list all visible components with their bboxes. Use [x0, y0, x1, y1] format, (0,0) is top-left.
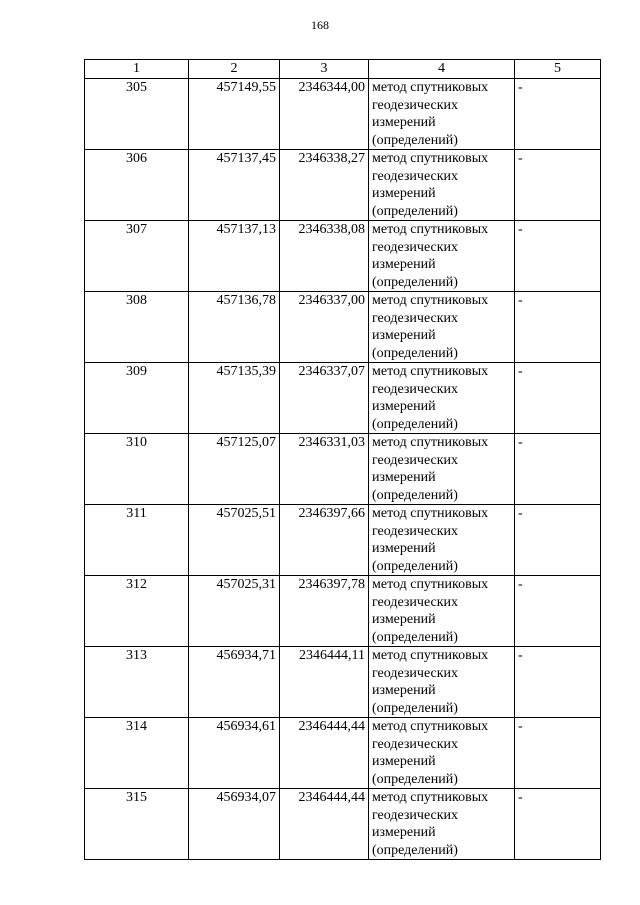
method-line: геодезических — [372, 665, 459, 681]
method-line: измерений — [372, 612, 436, 627]
method-line: геодезических — [372, 523, 459, 539]
method-line: измерений — [372, 115, 436, 130]
method-line: измерений — [372, 399, 436, 414]
point-number-cell: 310 — [85, 434, 189, 505]
x-coordinate-cell: 457149,55 — [189, 79, 280, 150]
y-coordinate-cell: 2346338,08 — [280, 221, 369, 292]
method-line: геодезических — [372, 168, 459, 184]
x-coordinate-cell: 457136,78 — [189, 292, 280, 363]
method-cell — [369, 576, 515, 647]
method-cell — [369, 150, 515, 221]
point-number-cell: 311 — [85, 505, 189, 576]
note-cell: - — [515, 505, 601, 576]
method-line: (определений) — [372, 132, 458, 148]
header-col-3: 3 — [280, 60, 369, 79]
method-line: геодезических — [372, 736, 459, 752]
header-col-5: 5 — [515, 60, 601, 79]
point-number-cell: 312 — [85, 576, 189, 647]
y-coordinate-cell: 2346337,07 — [280, 363, 369, 434]
method-cell — [369, 79, 515, 150]
table-row — [85, 221, 601, 292]
method-line: метод спутниковых — [372, 80, 489, 95]
method-line: измерений — [372, 683, 436, 698]
method-line: метод спутниковых — [372, 719, 489, 734]
table-row — [85, 292, 601, 363]
x-coordinate-cell: 457025,31 — [189, 576, 280, 647]
method-line: (определений) — [372, 700, 458, 716]
x-coordinate-cell: 457137,13 — [189, 221, 280, 292]
method-line: (определений) — [372, 629, 458, 645]
method-line: измерений — [372, 754, 436, 769]
y-coordinate-cell: 2346338,27 — [280, 150, 369, 221]
note-cell: - — [515, 647, 601, 718]
table-row — [85, 647, 601, 718]
x-coordinate-cell: 457135,39 — [189, 363, 280, 434]
method-line: измерений — [372, 541, 436, 556]
method-line: (определений) — [372, 416, 458, 432]
method-line: метод спутниковых — [372, 790, 489, 805]
point-number-cell: 306 — [85, 150, 189, 221]
point-number-cell: 315 — [85, 789, 189, 860]
note-cell: - — [515, 150, 601, 221]
method-cell — [369, 647, 515, 718]
method-line: (определений) — [372, 345, 458, 361]
table-row — [85, 718, 601, 789]
note-cell: - — [515, 718, 601, 789]
method-line: метод спутниковых — [372, 435, 489, 450]
method-line: геодезических — [372, 381, 459, 397]
method-cell — [369, 434, 515, 505]
method-line: геодезических — [372, 452, 459, 468]
header-col-1: 1 — [85, 60, 189, 79]
method-line: измерений — [372, 470, 436, 485]
table-row — [85, 576, 601, 647]
x-coordinate-cell: 457125,07 — [189, 434, 280, 505]
method-cell — [369, 789, 515, 860]
point-number-cell: 307 — [85, 221, 189, 292]
table-row — [85, 150, 601, 221]
header-col-2: 2 — [189, 60, 280, 79]
table-header-row — [85, 60, 601, 79]
method-line: (определений) — [372, 487, 458, 503]
note-cell: - — [515, 221, 601, 292]
x-coordinate-cell: 457137,45 — [189, 150, 280, 221]
x-coordinate-cell: 456934,71 — [189, 647, 280, 718]
method-line: метод спутниковых — [372, 151, 489, 166]
method-line: метод спутниковых — [372, 293, 489, 308]
method-line: измерений — [372, 186, 436, 201]
point-number-cell: 308 — [85, 292, 189, 363]
method-line: (определений) — [372, 203, 458, 219]
note-cell: - — [515, 79, 601, 150]
y-coordinate-cell: 2346344,00 — [280, 79, 369, 150]
y-coordinate-cell: 2346397,78 — [280, 576, 369, 647]
table-row — [85, 789, 601, 860]
table-row — [85, 434, 601, 505]
x-coordinate-cell: 456934,61 — [189, 718, 280, 789]
y-coordinate-cell: 2346331,03 — [280, 434, 369, 505]
method-line: (определений) — [372, 274, 458, 290]
method-cell — [369, 505, 515, 576]
coordinates-table — [84, 59, 601, 860]
y-coordinate-cell: 2346444,44 — [280, 789, 369, 860]
method-line: (определений) — [372, 558, 458, 574]
y-coordinate-cell: 2346444,11 — [280, 647, 369, 718]
method-line: метод спутниковых — [372, 506, 489, 521]
table-row — [85, 505, 601, 576]
table-row — [85, 363, 601, 434]
point-number-cell: 314 — [85, 718, 189, 789]
note-cell: - — [515, 292, 601, 363]
method-line: геодезических — [372, 807, 459, 823]
note-cell: - — [515, 576, 601, 647]
y-coordinate-cell: 2346337,00 — [280, 292, 369, 363]
table-row — [85, 79, 601, 150]
method-line: геодезических — [372, 594, 459, 610]
method-line: метод спутниковых — [372, 364, 489, 379]
x-coordinate-cell: 457025,51 — [189, 505, 280, 576]
note-cell: - — [515, 363, 601, 434]
y-coordinate-cell: 2346444,44 — [280, 718, 369, 789]
method-line: геодезических — [372, 239, 459, 255]
point-number-cell: 305 — [85, 79, 189, 150]
method-line: измерений — [372, 328, 436, 343]
method-cell — [369, 292, 515, 363]
method-line: (определений) — [372, 842, 458, 858]
note-cell: - — [515, 789, 601, 860]
y-coordinate-cell: 2346397,66 — [280, 505, 369, 576]
header-col-4: 4 — [369, 60, 515, 79]
method-line: измерений — [372, 825, 436, 840]
method-cell — [369, 718, 515, 789]
point-number-cell: 309 — [85, 363, 189, 434]
method-line: геодезических — [372, 97, 459, 113]
method-line: метод спутниковых — [372, 222, 489, 237]
method-cell — [369, 221, 515, 292]
method-line: метод спутниковых — [372, 577, 489, 592]
note-cell: - — [515, 434, 601, 505]
method-line: геодезических — [372, 310, 459, 326]
method-line: метод спутниковых — [372, 648, 489, 663]
method-cell — [369, 363, 515, 434]
point-number-cell: 313 — [85, 647, 189, 718]
table-body — [85, 79, 601, 860]
method-line: (определений) — [372, 771, 458, 787]
x-coordinate-cell: 456934,07 — [189, 789, 280, 860]
page-number: 168 — [311, 18, 329, 32]
method-line: измерений — [372, 257, 436, 272]
